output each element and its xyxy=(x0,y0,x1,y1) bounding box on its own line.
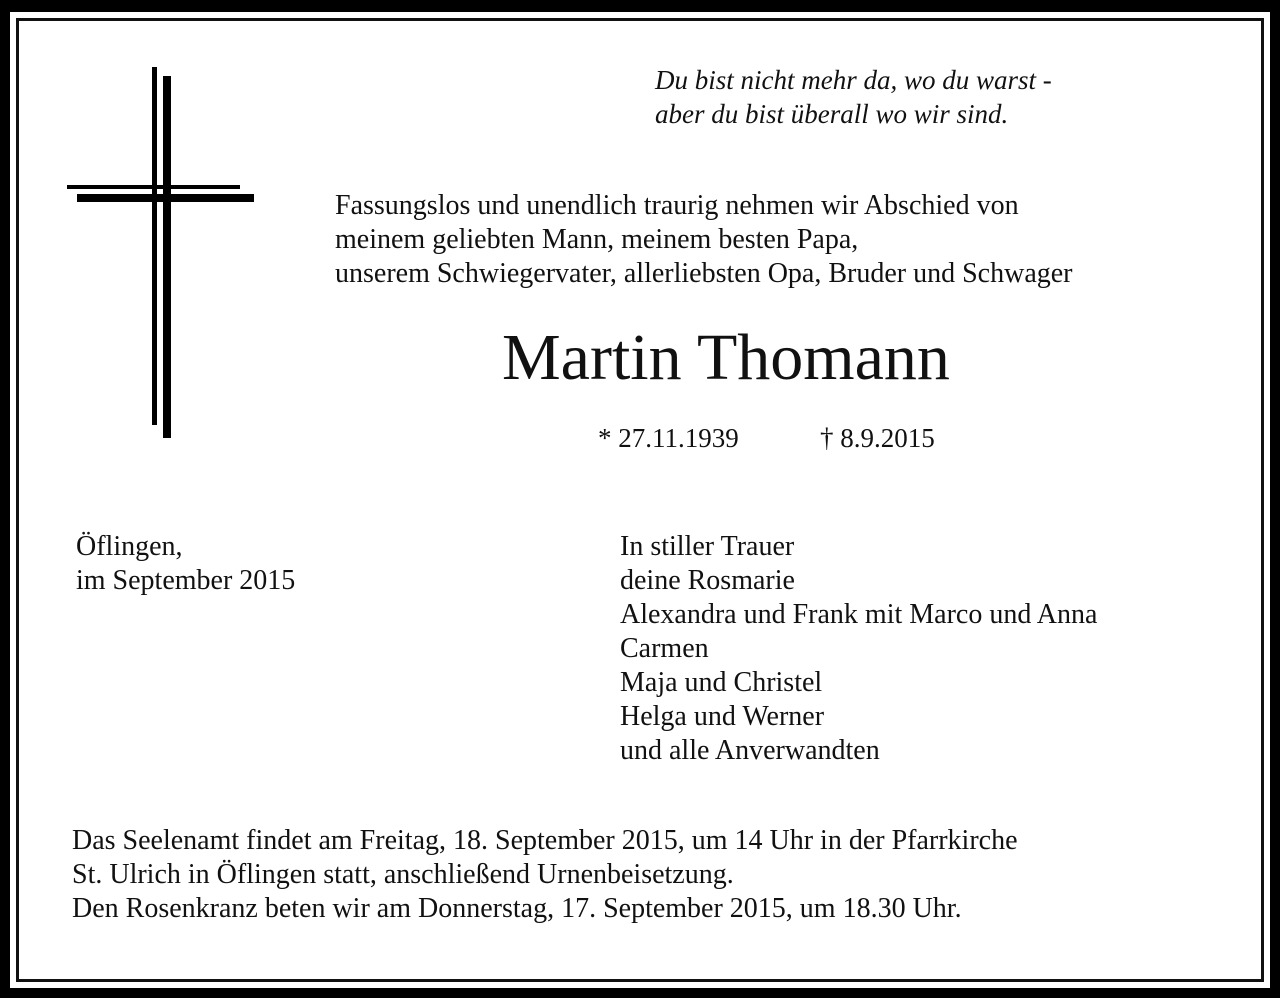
mourner-item: Carmen xyxy=(620,633,709,664)
intro-line: unserem Schwiegervater, allerliebsten Opa, Bruder und Schwager xyxy=(335,258,1073,289)
life-dates xyxy=(598,421,935,455)
motto-line: aber du bist überall wo wir sind. xyxy=(655,99,1009,129)
service-info xyxy=(72,824,1018,926)
mourner-item: und alle Anverwandten xyxy=(620,735,880,766)
mourners-list xyxy=(620,530,1097,768)
mourner-item: Maja und Christel xyxy=(620,667,823,698)
intro-line: meinem geliebten Mann, meinem besten Papa, xyxy=(335,224,859,255)
mourner-item: Helga und Werner xyxy=(620,701,825,732)
deceased-name: Martin Thomann xyxy=(502,321,950,394)
birth-date: * 27.11.1939 xyxy=(598,423,739,453)
mourner-item: Alexandra und Frank mit Marco und Anna xyxy=(620,599,1098,630)
mourner-item: deine Rosmarie xyxy=(620,565,795,596)
motto-line: Du bist nicht mehr da, wo du warst - xyxy=(655,65,1052,95)
intro-text xyxy=(335,189,1073,291)
mourners-heading: In stiller Trauer xyxy=(620,531,795,562)
service-line: St. Ulrich in Öflingen statt, anschließend Urnenbeisetzung. xyxy=(72,859,734,890)
motto-quote xyxy=(655,63,1052,131)
death-date: † 8.9.2015 xyxy=(820,423,935,453)
service-line: Den Rosenkranz beten wir am Donnerstag, 17. September 2015, um 18.30 Uhr. xyxy=(72,893,962,924)
service-line: Das Seelenamt findet am Freitag, 18. September 2015, um 14 Uhr in der Pfarrkirche xyxy=(72,825,1018,856)
place-line: im September 2015 xyxy=(76,565,296,596)
place-line: Öflingen, xyxy=(76,531,183,562)
intro-line: Fassungslos und unendlich traurig nehmen wir Abschied von xyxy=(335,190,1019,221)
place-and-date xyxy=(76,530,295,598)
